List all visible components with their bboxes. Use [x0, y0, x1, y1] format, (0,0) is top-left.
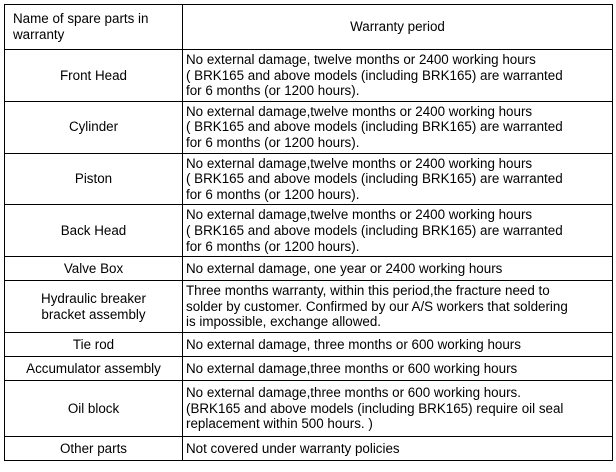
warranty-text-line: No external damage,three months or 600 working hours.	[186, 385, 521, 401]
warranty-text-line: is impossible, exchange allowed.	[186, 314, 382, 330]
warranty-text-line: solder by customer. Confirmed by our A/S workers that soldering	[186, 298, 568, 314]
warranty-text-line: for 6 months (or 1200 hours).	[186, 186, 360, 202]
warranty-period-cell	[183, 153, 613, 205]
table-row	[5, 281, 613, 333]
table-row	[5, 356, 613, 380]
warranty-period-cell	[183, 101, 613, 153]
part-name-cell: Oil block	[5, 380, 183, 436]
table-header-row	[5, 5, 613, 50]
warranty-text-line: ( BRK165 and above models (including BRK165) are warranted	[186, 119, 563, 135]
warranty-text-line: ( BRK165 and above models (including BRK165) are warranted	[186, 67, 563, 83]
part-name-cell: Cylinder	[5, 101, 183, 153]
table-row	[5, 380, 613, 436]
table-row	[5, 153, 613, 205]
column-header-warranty-period: Warranty period	[183, 5, 613, 50]
warranty-period-cell	[183, 50, 613, 102]
warranty-period-cell	[183, 281, 613, 333]
warranty-text-line: No external damage, one year or 2400 working hours	[186, 260, 503, 276]
part-name-cell: Piston	[5, 153, 183, 205]
table-row	[5, 257, 613, 281]
part-name-cell: Tie rod	[5, 332, 183, 356]
warranty-period-cell	[183, 332, 613, 356]
warranty-text-line: for 6 months (or 1200 hours).	[186, 238, 360, 254]
column-header-part-name: Name of spare parts in warranty	[5, 5, 183, 50]
table-row	[5, 205, 613, 257]
table-row	[5, 101, 613, 153]
table-row	[5, 436, 613, 460]
warranty-period-cell	[183, 356, 613, 380]
warranty-text-line: replacement within 500 hours. )	[186, 416, 373, 432]
part-name-cell: Other parts	[5, 436, 183, 460]
part-name-cell: Valve Box	[5, 257, 183, 281]
warranty-text-line: No external damage,twelve months or 2400 working hours	[186, 207, 533, 223]
warranty-text-line: No external damage,three months or 600 working hours	[186, 360, 518, 376]
warranty-text-line: Three months warranty, within this period,the fracture need to	[186, 283, 550, 299]
table-row	[5, 50, 613, 102]
warranty-table	[4, 4, 613, 461]
warranty-text-line: Not covered under warranty policies	[186, 440, 400, 456]
warranty-text-line: for 6 months (or 1200 hours).	[186, 83, 360, 99]
warranty-text-line: ( BRK165 and above models (including BRK165) are warranted	[186, 171, 563, 187]
warranty-text-line: No external damage, three months or 600 working hours	[186, 336, 521, 352]
warranty-text-line: (BRK165 and above models (including BRK165) require oil seal	[186, 400, 564, 416]
warranty-text-line: No external damage,twelve months or 2400 working hours	[186, 103, 533, 119]
warranty-text-line: No external damage,twelve months or 2400 working hours	[186, 155, 533, 171]
part-name-cell: Front Head	[5, 50, 183, 102]
warranty-period-cell	[183, 257, 613, 281]
warranty-text-line: ( BRK165 and above models (including BRK165) are warranted	[186, 222, 563, 238]
part-name-cell: Accumulator assembly	[5, 356, 183, 380]
warranty-text-line: for 6 months (or 1200 hours).	[186, 134, 360, 150]
part-name-cell	[5, 281, 183, 333]
table-row	[5, 332, 613, 356]
part-name-line: Hydraulic breaker	[41, 290, 146, 306]
warranty-period-cell	[183, 436, 613, 460]
warranty-period-cell	[183, 380, 613, 436]
part-name-line: bracket assembly	[41, 306, 146, 322]
warranty-period-cell	[183, 205, 613, 257]
part-name-cell: Back Head	[5, 205, 183, 257]
warranty-text-line: No external damage, twelve months or 2400 working hours	[186, 52, 536, 67]
